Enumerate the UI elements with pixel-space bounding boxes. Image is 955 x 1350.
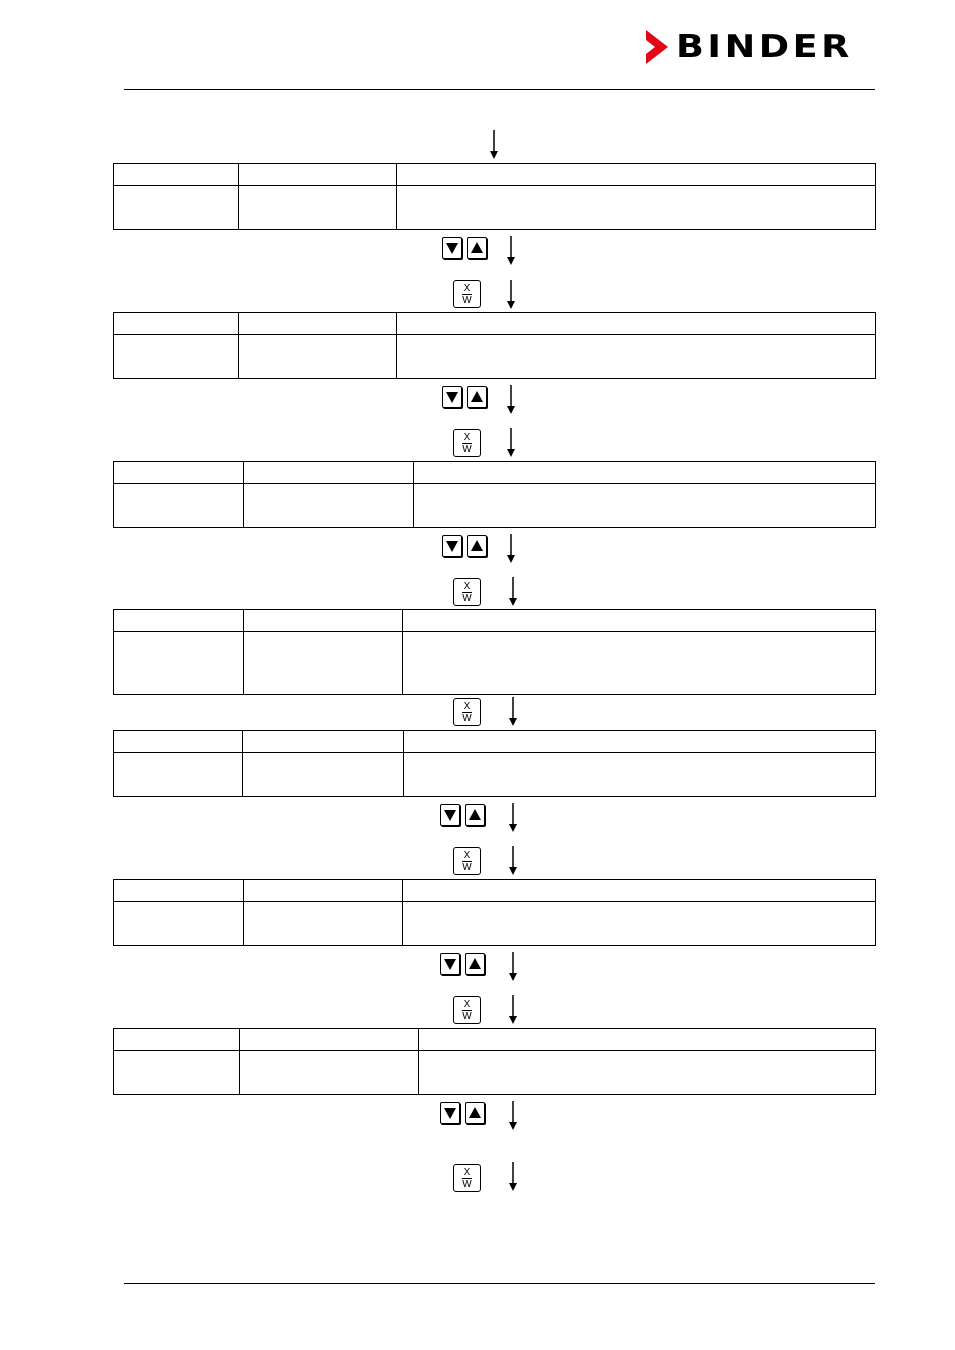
triangle-down-icon <box>444 958 456 970</box>
up-key[interactable] <box>465 953 485 975</box>
step-header-cell <box>240 1029 419 1051</box>
up-key[interactable] <box>467 237 487 259</box>
arrow-key-pair <box>440 1102 485 1124</box>
flow-arrow-icon <box>508 1101 518 1131</box>
step-header-cell <box>239 164 397 186</box>
set-key[interactable] <box>453 429 481 457</box>
step-body-cell <box>244 484 414 528</box>
set-key-top-label: X <box>463 998 471 1010</box>
set-key-bottom-label: W <box>462 861 472 873</box>
step-header-cell <box>397 313 876 335</box>
binder-logo <box>646 29 853 65</box>
triangle-up-icon <box>471 391 483 403</box>
step-body-cell <box>114 753 243 797</box>
step-header-cell <box>244 462 414 484</box>
flow-arrow-icon <box>506 236 516 266</box>
step-header-cell <box>404 731 876 753</box>
step-header-cell <box>414 462 876 484</box>
up-key[interactable] <box>467 386 487 408</box>
arrow-key-pair <box>442 237 487 259</box>
flow-step-table <box>113 609 876 695</box>
header-rule <box>124 89 875 90</box>
step-body-cell <box>397 335 876 379</box>
step-body-cell <box>419 1051 876 1095</box>
step-header-cell <box>403 880 876 902</box>
up-key[interactable] <box>465 1102 485 1124</box>
set-key-top-label: X <box>463 849 471 861</box>
step-body-cell <box>244 902 403 946</box>
flow-arrow-icon <box>508 952 518 982</box>
step-body-cell <box>414 484 876 528</box>
down-key[interactable] <box>442 386 462 408</box>
flow-arrow-icon <box>508 846 518 876</box>
step-header-cell <box>114 462 244 484</box>
triangle-down-icon <box>446 242 458 254</box>
step-body-cell <box>114 632 244 695</box>
step-header-cell <box>114 164 239 186</box>
set-key-top-label: X <box>463 700 471 712</box>
arrow-key-pair <box>442 535 487 557</box>
flow-arrow-icon <box>508 697 518 727</box>
flow-step-table <box>113 730 876 797</box>
step-header-cell <box>114 313 239 335</box>
down-key[interactable] <box>440 804 460 826</box>
step-body-cell <box>114 484 244 528</box>
step-header-cell <box>239 313 397 335</box>
set-key-top-label: X <box>463 1166 471 1178</box>
set-key[interactable] <box>453 847 481 875</box>
step-header-cell <box>114 1029 240 1051</box>
triangle-up-icon <box>471 540 483 552</box>
arrow-key-pair <box>440 953 485 975</box>
step-header-cell <box>397 164 876 186</box>
down-key[interactable] <box>440 953 460 975</box>
step-header-cell <box>244 610 403 632</box>
flow-step-table <box>113 163 876 230</box>
triangle-up-icon <box>469 809 481 821</box>
arrow-key-pair <box>442 386 487 408</box>
step-header-cell <box>114 610 244 632</box>
flow-arrow-icon <box>508 803 518 833</box>
up-key[interactable] <box>467 535 487 557</box>
triangle-down-icon <box>446 391 458 403</box>
step-body-cell <box>239 186 397 230</box>
flow-arrow-icon <box>489 130 499 160</box>
down-key[interactable] <box>442 535 462 557</box>
triangle-down-icon <box>444 1107 456 1119</box>
flow-step-table <box>113 1028 876 1095</box>
set-key[interactable] <box>453 1164 481 1192</box>
set-key-top-label: X <box>463 431 471 443</box>
step-body-cell <box>114 186 239 230</box>
down-key[interactable] <box>440 1102 460 1124</box>
triangle-up-icon <box>469 1107 481 1119</box>
triangle-down-icon <box>444 809 456 821</box>
step-body-cell <box>114 902 244 946</box>
set-key[interactable] <box>453 280 481 308</box>
set-key-bottom-label: W <box>462 294 472 306</box>
step-body-cell <box>244 632 403 695</box>
set-key-bottom-label: W <box>462 712 472 724</box>
flow-arrow-icon <box>506 428 516 458</box>
flow-arrow-icon <box>508 1162 518 1192</box>
flow-step-table <box>113 461 876 528</box>
flow-arrow-icon <box>508 995 518 1025</box>
triangle-down-icon <box>446 540 458 552</box>
step-body-cell <box>240 1051 419 1095</box>
set-key-bottom-label: W <box>462 1178 472 1190</box>
step-body-cell <box>403 632 876 695</box>
set-key-bottom-label: W <box>462 592 472 604</box>
triangle-up-icon <box>469 958 481 970</box>
set-key-bottom-label: W <box>462 1010 472 1022</box>
footer-rule <box>124 1283 875 1284</box>
flow-step-table <box>113 879 876 946</box>
step-body-cell <box>239 335 397 379</box>
up-key[interactable] <box>465 804 485 826</box>
step-header-cell <box>114 731 243 753</box>
step-header-cell <box>419 1029 876 1051</box>
step-header-cell <box>243 731 404 753</box>
set-key-top-label: X <box>463 580 471 592</box>
triangle-up-icon <box>471 242 483 254</box>
step-header-cell <box>114 880 244 902</box>
flow-arrow-icon <box>506 385 516 415</box>
step-header-cell <box>403 610 876 632</box>
flow-arrow-icon <box>506 280 516 310</box>
binder-logo-mark-icon <box>646 30 668 64</box>
step-body-cell <box>243 753 404 797</box>
set-key-top-label: X <box>463 282 471 294</box>
step-header-cell <box>244 880 403 902</box>
step-body-cell <box>404 753 876 797</box>
set-key[interactable] <box>453 698 481 726</box>
step-body-cell <box>114 1051 240 1095</box>
flow-step-table <box>113 312 876 379</box>
step-body-cell <box>403 902 876 946</box>
set-key-bottom-label: W <box>462 443 472 455</box>
step-body-cell <box>114 335 239 379</box>
step-body-cell <box>397 186 876 230</box>
set-key[interactable] <box>453 578 481 606</box>
flow-arrow-icon <box>506 534 516 564</box>
down-key[interactable] <box>442 237 462 259</box>
brand-name: BINDER <box>676 29 853 65</box>
flow-arrow-icon <box>508 577 518 607</box>
set-key[interactable] <box>453 996 481 1024</box>
arrow-key-pair <box>440 804 485 826</box>
